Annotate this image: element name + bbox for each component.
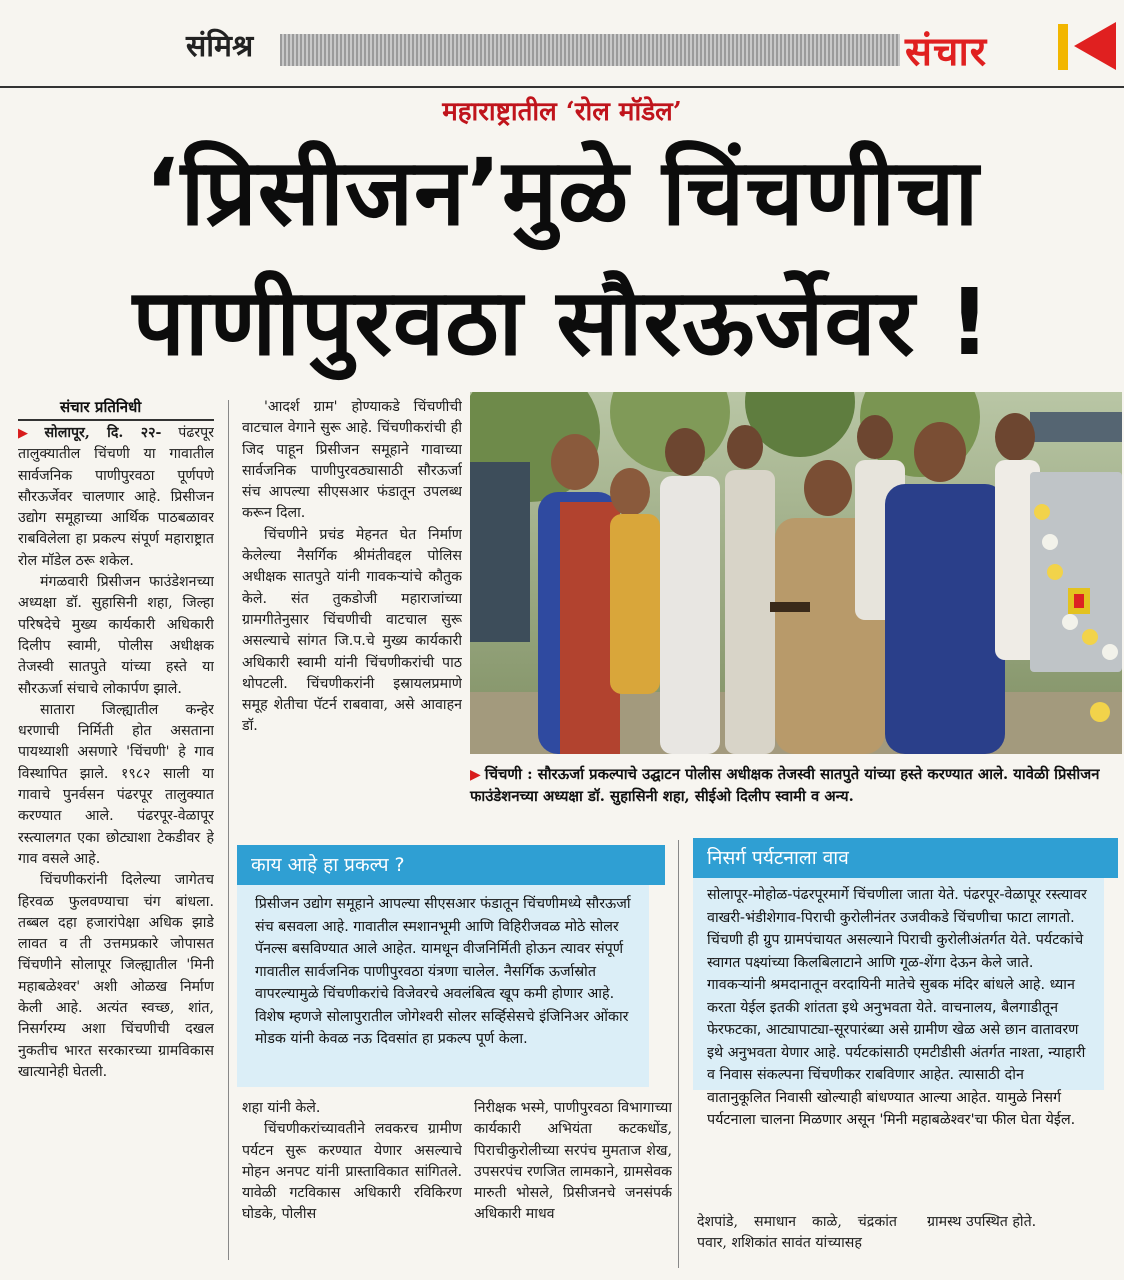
photo-caption (470, 764, 1110, 808)
masthead-rule (0, 86, 1124, 88)
article-column-4 (474, 1098, 672, 1270)
article-column-5 (697, 1212, 1097, 1272)
caption-place: चिंचणी : (484, 766, 533, 783)
byline-rule (18, 419, 214, 421)
paragraph: 'आदर्श ग्राम' होण्याकडे चिंचणीची वाटचाल वेगाने सुरू आहे. चिंचणीकरांची ही जिद पाहून प्रिसीजन समूहाने गावाच्या सार्वजनिक पाणीपुरवठ्यासाठी सौरऊर्जा संच आपल्या सीएसआर फंडातून उपलब्ध करून दिला. (242, 399, 462, 522)
article-column-3 (242, 1098, 462, 1270)
masthead-bar (280, 34, 900, 66)
project-box-body: प्रिसीजन उद्योग समूहाने आपल्या सीएसआर फंडातून चिंचणीमध्ये सौरऊर्जा संच बसवला आहे. गावातील स्मशानभूमी आणि विहिरीजवळ मोठे सोलर पॅनल्स बसविण्यात आले आहेत. यामधून वीजनिर्मिती होऊन त्यावर संपूर्ण गावातील सार्वजनिक पाणीपुरवठा यंत्रणा चालेल. नैसर्गिक ऊर्जास्रोत वापरल्यामुळे चिंचणीकरांचे विजेवरचे अवलंबित्व खूप कमी होणार आहे. विशेष म्हणजे सोलापुरातील जोगेश्वरी सोलर सर्व्हिसेसचे इंजिनिअर ओंकार मोडक यांनी केवळ नऊ दिवसांत हा प्रकल्प पूर्ण केला. (237, 885, 649, 1087)
caption-text: सौरऊर्जा प्रकल्पाचे उद्घाटन पोलीस अधीक्षक तेजस्वी सातपुते यांच्या हस्ते करण्यात आले. यावेळी प्रिसीजन फाउंडेशनच्या अध्यक्षा डॉ. सुहासिनी शहा, सीईओ दिलीप स्वामी व अन्य. (470, 766, 1100, 805)
column-separator (678, 840, 679, 1268)
paragraph: चिंचणीकरांच्यावतीने लवकरच ग्रामीण पर्यटन सुरू करण्यात येणार असल्याचे मोहन अनपट यांनी प्रास्ताविकात सांगितले. यावेळी गटविकास अधिकारी रविकिरण घोडके, पोलीस (242, 1121, 462, 1223)
tourism-box-title: निसर्ग पर्यटनाला वाव (693, 838, 1118, 878)
news-photo (470, 392, 1122, 754)
bullet-arrow-icon: ▶ (470, 767, 481, 783)
article-column-2 (242, 397, 462, 837)
paragraph: सातारा जिल्ह्यातील कन्हेर धरणाची निर्मिती होत असताना पायथ्याशी असणारे 'चिंचणी' हे गाव विस्थापित झाले. १९८२ साली या गावाचे पुनर्वसन पंढरपूर तालुक्यात करण्यात आले. पंढरपूर-वेळापूर रस्त्यालगत एका छोट्याशा टेकडीवर हे गाव वसले आहे. (18, 701, 214, 867)
article-column-1 (18, 423, 214, 1268)
lead-paragraph (18, 423, 214, 572)
paragraph: मंगळवारी प्रिसीजन फाउंडेशनच्या अध्यक्षा डॉ. सुहासिनी शहा, जिल्हा परिषदेचे मुख्य कार्यकारी अधिकारी दिलीप स्वामी, पोलीस अधीक्षक तेजस्वी सातपुते यांच्या हस्ते या सौरऊर्जा संचाचे लोकार्पण झाले. (18, 574, 214, 697)
byline: संचार प्रतिनिधी (60, 398, 142, 416)
paragraph: निरीक्षक भस्मे, पाणीपुरवठा विभागाच्या कार्यकारी अभियंता कटकधोंड, पिराचीकुरोलीच्या सरपंच मुमताज शेख, उपसरपंच रणजित लामकाने, ग्रामसेवक मारुती भोसले, प्रिसीजनचे जनसंपर्क अधिकारी माधव (474, 1100, 672, 1223)
headline-line-2: पाणीपुरवठा सौरऊर्जेवर ! (132, 269, 992, 376)
lead-text: पंढरपूर तालुक्यातील चिंचणी या गावातील सार्वजनिक पाणीपुरवठा पूर्णपणे सौरऊर्जेवर चालणार आहे. प्रिसीजन उद्योग समूहाच्या आर्थिक पाठबळावर राबविलेला हा प्रकल्प संपूर्ण महाराष्ट्रात रोल मॉडेल ठरू शकेल. (18, 425, 214, 569)
inauguration-photo (470, 392, 1122, 754)
dateline: सोलापूर, दि. २२- (44, 425, 162, 441)
kicker: महाराष्ट्रातील ‘रोल मॉडेल’ (442, 97, 682, 127)
brand-stripe (1058, 24, 1068, 70)
brand-logo: संचार (905, 28, 988, 75)
paragraph: देशपांडे, समाधान काळे, चंद्रकांत पवार, शशिकांत सावंत यांच्यासह (697, 1214, 897, 1252)
project-box-title: काय आहे हा प्रकल्प ? (237, 845, 665, 885)
paragraph: चिंचणीकरांनी दिलेल्या जागेतच हिरवळ फुलवण्याचा चंग बांधला. तब्बल दहा हजारांपेक्षा अधिक झाडे लावत व ती उत्तमप्रकारे जोपासत चिंचणीने सोलापूर जिल्ह्यातील 'मिनी महाबळेश्वर' अशी ओळख निर्माण केली आहे. अत्यंत स्वच्छ, शांत, निसर्गरम्य अशा चिंचणीची दखल नुकतीच भारत सरकारच्या ग्रामविकास खात्यानेही घेतली. (18, 872, 214, 1080)
paragraph: शहा यांनी केले. (242, 1100, 321, 1116)
brand-arrow-icon (1074, 22, 1116, 70)
tourism-box-body: सोलापूर-मोहोळ-पंढरपूरमार्गे चिंचणीला जाता येते. पंढरपूर-वेळापूर रस्त्यावर वाखरी-भंडीशेगाव-पिराची कुरोलीनंतर उजवीकडे चिंचणीचा फाटा लागतो. चिंचणी ही ग्रुप ग्रामपंचायत असल्याने पिराची कुरोलीअंतर्गत येते. पर्यटकांचे स्वागत पक्ष्यांच्या किलबिलाटाने आणि गूळ-शेंगा देऊन केले जाते. गावकऱ्यांनी श्रमदानातून वरदायिनी मातेचे सुबक मंदिर बांधले आहे. ध्यान करता येईल इतकी शांतता इथे अनुभवता येते. वाचनालय, बैलगाडीतून फेरफटका, आट्यापाट्या-सूरपारंब्या असे ग्रामीण खेळ असे छान वातावरण इथे अनुभवता येणार आहे. पर्यटकांसाठी एमटीडीसी अंतर्गत नाश्ता, न्याहारी व निवास संकल्पना चिंचणीकर राबविणार आहेत. त्यासाठी दोन वातानुकूलित निवासी खोल्याही बांधण्यात आल्या आहेत. यामुळे निसर्ग पर्यटनाला चालना मिळणार असून 'मिनी महाबळेश्वर'चा फील घेता येईल. (693, 878, 1104, 1090)
paragraph: ग्रामस्थ उपस्थित होते. (927, 1214, 1037, 1230)
paragraph: चिंचणीने प्रचंड मेहनत घेत निर्माण केलेल्या नैसर्गिक श्रीमंतीवद्दल पोलिस अधीक्षक सातपुते यांनी गावकऱ्यांचे कौतुक केले. संत तुकडोजी महाराजांच्या ग्रामगीतेनुसार चिंचणीची वाटचाल सुरू असल्याचे सांगत जि.प.चे मुख्य कार्यकारी अधिकारी स्वामी यांनी चिंचणीकरांची पाठ थोपटली. चिंचणीकरांनी इस्रायलप्रमाणे समूह शेतीचा पॅटर्न राबवावा, असे आवाहन डॉ. (242, 526, 462, 735)
bullet-arrow-icon: ▶ (18, 426, 41, 441)
headline-line-1: ‘प्रिसीजन’मुळे चिंचणीचा (144, 139, 980, 246)
column-separator (228, 400, 229, 1260)
section-name: संमिश्र (186, 29, 254, 64)
masthead (0, 0, 1124, 78)
